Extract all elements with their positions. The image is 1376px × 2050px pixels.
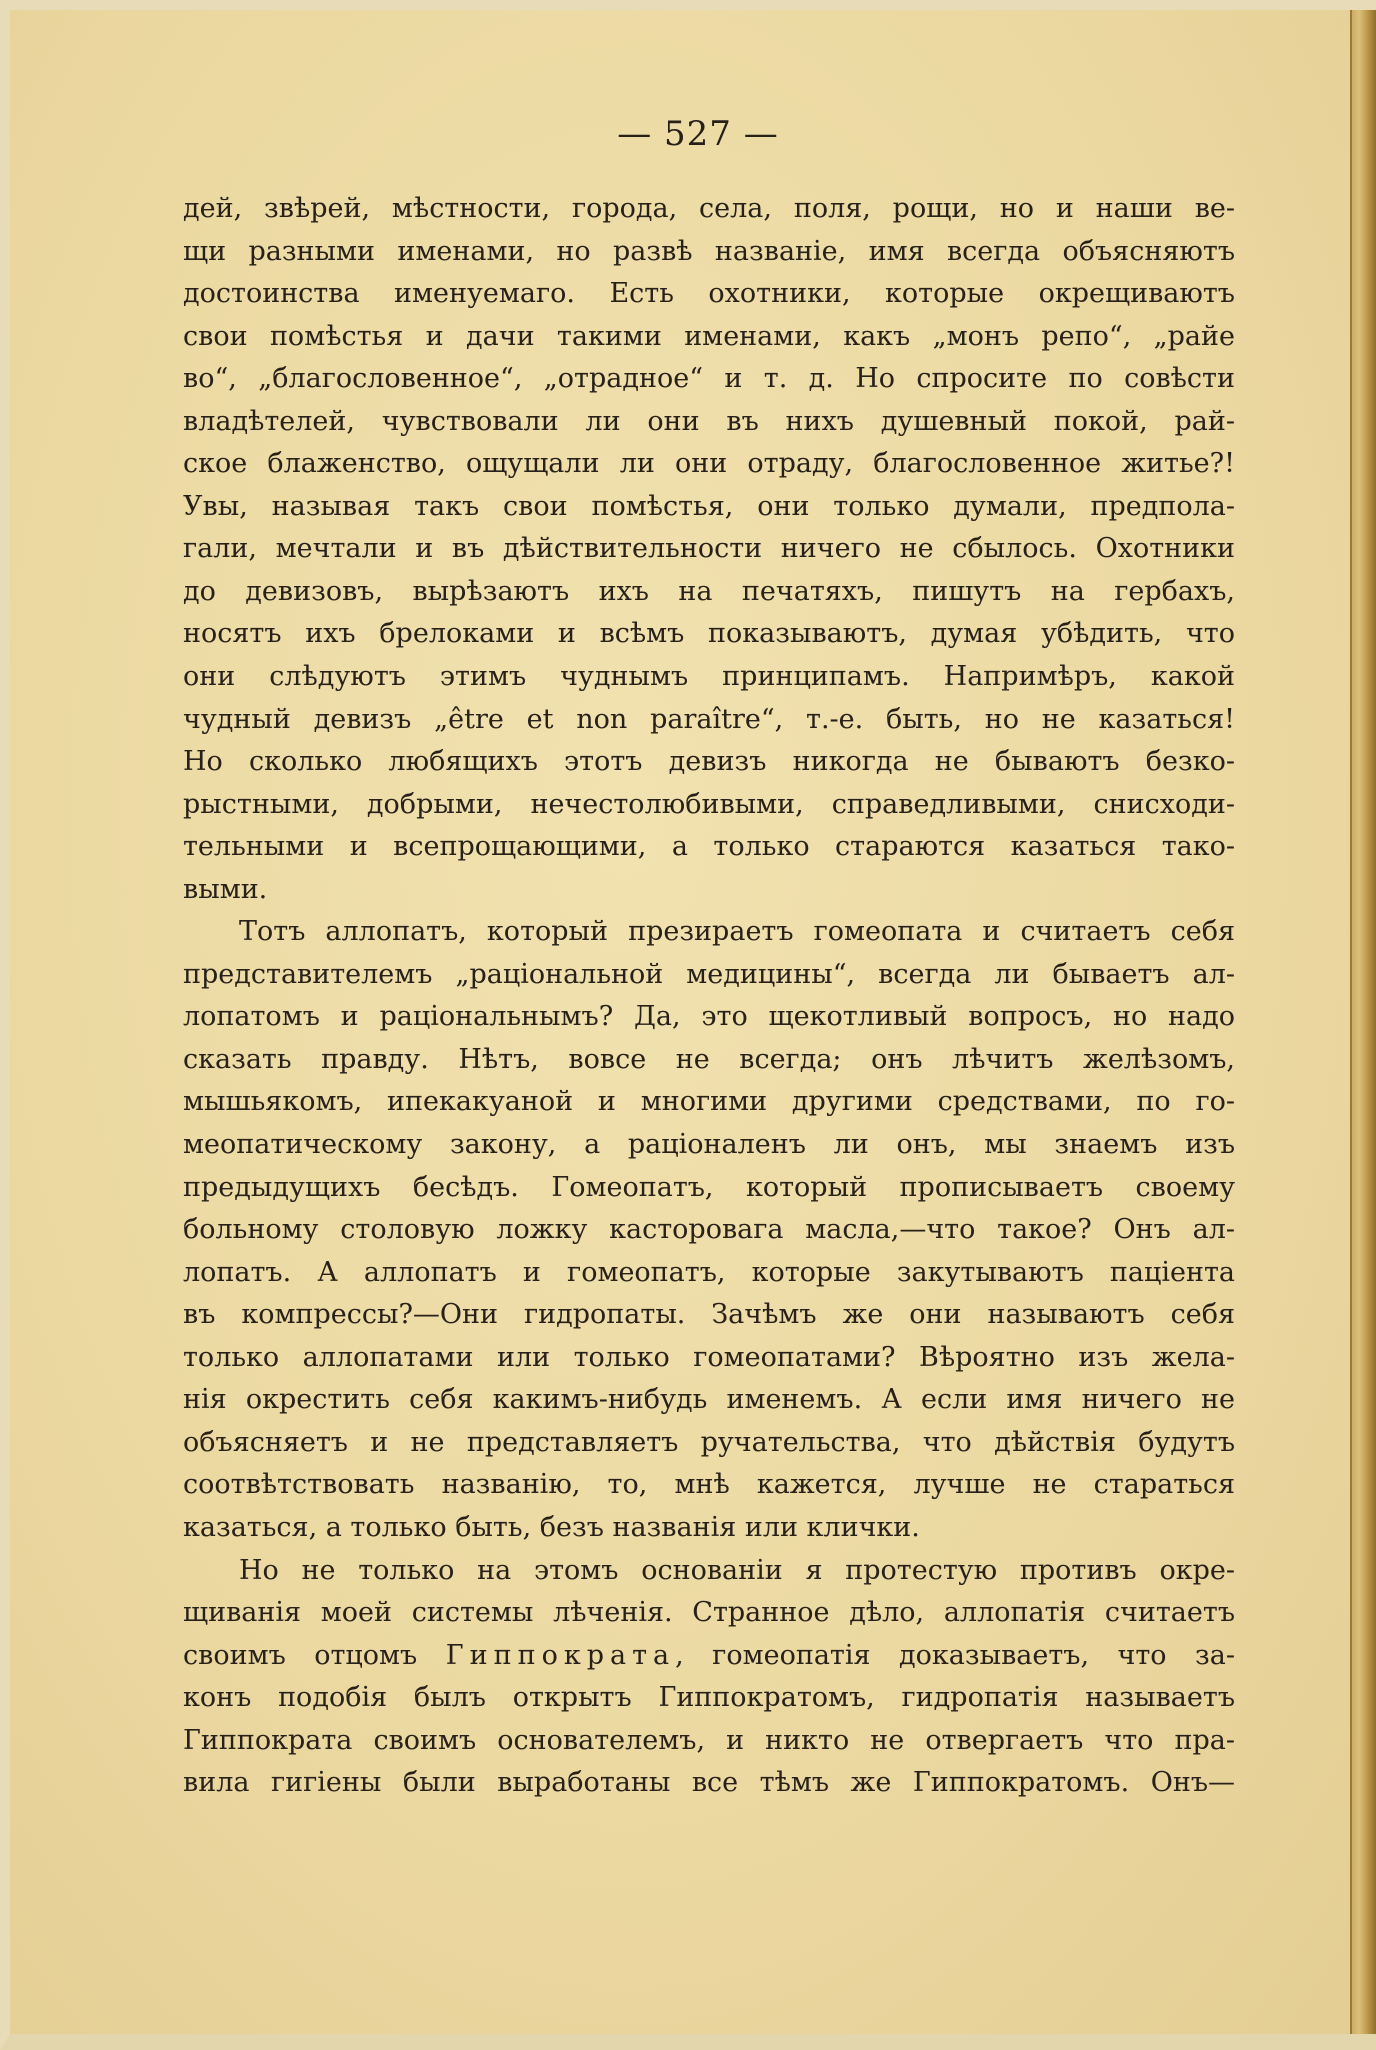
text-line: во“, „благословенное“, „отрадное“ и т. д. Но спросите по совѣсти xyxy=(183,363,1235,395)
text-line: мышьякомъ, ипекакуаной и многими другими средствами, по го- xyxy=(183,1086,1235,1118)
text-line: больному столовую ложку касторовага масла,—что такое? Онъ ал- xyxy=(183,1214,1235,1246)
text-line: Но сколько любящихъ этотъ девизъ никогда не бываютъ безко- xyxy=(183,746,1235,778)
text-line: достоинства именуемаго. Есть охотники, которые окрещиваютъ xyxy=(183,278,1235,310)
text-line: свои помѣстья и дачи такими именами, какъ „монъ репо“, „райе xyxy=(183,320,1235,352)
text-line: казаться, а только быть, безъ названія или клички. xyxy=(183,1511,920,1543)
text-line: ское блаженство, ощущали ли они отраду, благословенное житье?! xyxy=(183,448,1235,480)
text-line: объясняетъ и не представляетъ ручательства, что дѣйствія будутъ xyxy=(183,1426,1235,1458)
text-line: выми. xyxy=(183,873,268,905)
text-line xyxy=(183,1635,1235,1678)
text-line: меопатическому закону, а раціоналенъ ли онъ, мы знаемъ изъ xyxy=(183,1129,1235,1161)
text-line: представителемъ „раціональной медицины“, всегда ли бываетъ ал- xyxy=(183,958,1235,990)
text-line: лопатомъ и раціональнымъ? Да, это щекотливый вопросъ, но надо xyxy=(183,1001,1235,1033)
text-line: конъ подобія былъ открытъ Гиппократомъ, гидропатія называетъ xyxy=(183,1682,1235,1714)
text-line: нія окрестить себя какимъ-нибудь именемъ. А если имя ничего не xyxy=(183,1384,1235,1416)
text-line: щиванія моей системы лѣченія. Странное дѣло, аллопатія считаетъ xyxy=(183,1597,1235,1629)
text-line: лопатъ. А аллопатъ и гомеопатъ, которые закутываютъ паціента xyxy=(183,1256,1235,1288)
text-line: предыдущихъ бесѣдъ. Гомеопатъ, который прописываетъ своему xyxy=(183,1171,1235,1203)
paragraph-1 xyxy=(183,188,1235,911)
spaced-name: Гиппократа xyxy=(445,1639,676,1671)
text-segment: , гомеопатія доказываетъ, что за- xyxy=(675,1639,1235,1671)
text-line: носятъ ихъ брелоками и всѣмъ показываютъ, думая убѣдить, что xyxy=(183,618,1235,650)
text-line: сказать правду. Нѣтъ, вовсе не всегда; онъ лѣчитъ желѣзомъ, xyxy=(183,1043,1235,1075)
text-line: соотвѣтствовать названію, то, мнѣ кажется, лучше не стараться xyxy=(183,1469,1235,1501)
text-line: Гиппократа своимъ основателемъ, и никто не отвергаетъ что пра- xyxy=(183,1724,1235,1756)
text-line: Увы, называя такъ свои помѣстья, они только думали, предпола- xyxy=(183,490,1235,522)
page-edge xyxy=(1350,10,1376,2050)
paragraph-3 xyxy=(183,1550,1235,1805)
text-line: тельными и всепрощающими, а только стараются казаться тако- xyxy=(183,831,1235,863)
text-line: дей, звѣрей, мѣстности, города, села, поля, рощи, но и наши ве- xyxy=(183,193,1235,224)
text-line: до девизовъ, вырѣзаютъ ихъ на печатяхъ, пишутъ на гербахъ, xyxy=(183,575,1235,607)
text-line: въ компрессы?—Они гидропаты. Зачѣмъ же они называютъ себя xyxy=(183,1299,1235,1331)
paragraph-2 xyxy=(183,911,1235,1549)
text-line: только аллопатами или только гомеопатами? Вѣроятно изъ жела- xyxy=(183,1341,1235,1373)
text-line: владѣтелей, чувствовали ли они въ нихъ душевный покой, рай- xyxy=(183,405,1235,437)
text-line: рыстными, добрыми, нечестолюбивыми, справедливыми, снисходи- xyxy=(183,788,1235,820)
text-line: Но не только на этомъ основаніи я протестую противъ окре- xyxy=(239,1554,1235,1586)
text-line: чудный девизъ „être et non paraître“, т.-е. быть, но не казаться! xyxy=(183,703,1235,735)
text-line: Тотъ аллопатъ, который презираетъ гомеопата и считаетъ себя xyxy=(239,916,1235,948)
text-segment: своимъ отцомъ xyxy=(183,1639,446,1671)
text-block xyxy=(183,188,1235,1805)
text-line: они слѣдуютъ этимъ чуднымъ принципамъ. Напримѣръ, какой xyxy=(183,661,1235,693)
text-line: вила гигіены были выработаны все тѣмъ же Гиппократомъ. Онъ— xyxy=(183,1767,1235,1799)
text-line: гали, мечтали и въ дѣйствительности ничего не сбылось. Охотники xyxy=(183,533,1235,565)
text-line: щи разными именами, но развѣ названіе, имя всегда объясняютъ xyxy=(183,235,1235,267)
page-edge-line xyxy=(1350,10,1352,2050)
page-number: — 527 — xyxy=(617,114,779,154)
